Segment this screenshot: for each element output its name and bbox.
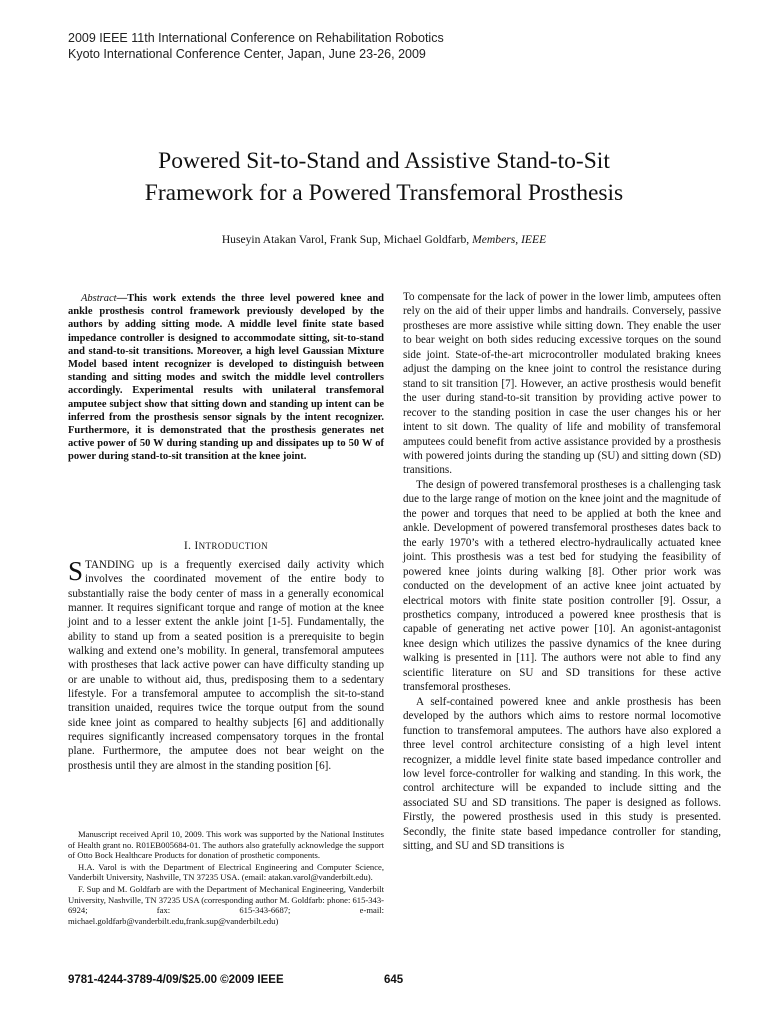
section-title-rest: NTRODUCTION: [198, 541, 269, 551]
conference-line-1: 2009 IEEE 11th International Conference on Rehabilitation Robotics: [68, 31, 444, 45]
author-names: Huseyin Atakan Varol, Frank Sup, Michael Goldfarb,: [221, 233, 470, 246]
conference-line-2: Kyoto International Conference Center, Japan, June 23-26, 2009: [68, 47, 426, 61]
section-heading-introduction: [68, 540, 384, 552]
footnote-varol: H.A. Varol is with the Department of Electrical Engineering and Computer Science, Vanderbilt University, Nashville, TN 37235 USA. (email: atakan.varol@vanderbilt.edu).: [68, 861, 384, 883]
title-line-2: Framework for a Powered Transfemoral Prosthesis: [144, 180, 624, 206]
abstract-text: —This work extends the three level powered knee and ankle prosthesis control framework previously developed by the authors by adding sitting mode. A middle level finite state based impedance controller is designed to accommodate sitting, sit-to-stand and stand-to-sit transitions. Moreover, a high level Gaussian Mixture Model based intent recognizer is developed to distinguish between standing and sitting modes and switch the middle level controllers accordingly. Experimental results with unilateral transfemoral amputee subject show that sitting down and standing up intent can be inferred from the prosthesis sensor signals by the intent recognizer. Furthermore, it is demonstrated that the prosthesis generates net active power of 50 W during standing up and dissipates up to 50 W of power during stand-to-sit transition at the knee joint.: [68, 293, 384, 463]
paper-title: [40, 145, 728, 209]
author-affiliation: Members, IEEE: [472, 233, 547, 246]
conference-header: [68, 30, 444, 62]
isbn-copyright: 9781-4244-3789-4/09/$25.00 ©2009 IEEE: [68, 974, 284, 986]
title-line-1: Powered Sit-to-Stand and Assistive Stand-to-Sit: [158, 148, 610, 174]
introduction-paragraph: [68, 558, 384, 773]
drop-cap: S: [68, 556, 84, 586]
abstract: [68, 292, 384, 464]
author-line: [40, 233, 728, 246]
section-title-first: I: [194, 540, 199, 552]
right-column: [403, 290, 721, 854]
abstract-label: Abstract: [81, 293, 117, 304]
introduction-text: TANDING up is a frequently exercised daily activity which involves the coordinated movement of the entire body to substantially raise the body center of mass in a generally economical manner. It requires significant torque and range of motion at the knee joint and to a lesser extent the ankle joint [1-5]. Fundamentally, the ability to stand up from a seated position is a prerequisite to begin walking and extend one’s mobility. In general, transfemoral amputees with prostheses that lack active power can have difficulty standing up or are unable to without aid, thus, predisposing them to a sedentary lifestyle. For a transfemoral amputee to accomplish the sit-to-stand transition unaided, requires twice the torque output from the sound side knee joint as compared to healthy subjects [6] and additionally requires significantly increased compensatory torques in the frontal plane. Furthermore, the amputee does not bear weight on the prosthesis until they are almost in the standing position [6].: [68, 559, 384, 772]
page-number: 645: [384, 974, 404, 986]
footnote-sup-goldfarb: F. Sup and M. Goldfarb are with the Department of Mechanical Engineering, Vanderbilt University, Nashville, TN 37235 USA (corresponding author M. Goldfarb: phone: 615-343-6924; fax: 615-343-6687; e-mail: michael.goldfarb@vanderbilt.edu,frank.sup@vanderbilt.edu): [68, 883, 385, 926]
footnotes: [68, 829, 384, 927]
footnote-manuscript: Manuscript received April 10, 2009. This work was supported by the National Institutes of Health grant no. R01EB005684-01. The authors also gratefully acknowledge the support of Otto Bock Healthcare Products for donation of prosthetic components.: [68, 829, 384, 861]
right-paragraph-1: To compensate for the lack of power in the lower limb, amputees often rely on the aid of their upper limbs and handrails. Conversely, passive prostheses are more assistive while sitting down. They enable the user to bear weight on both sides reducing excessive torques on the sound side joint. State-of-the-art microcontroller modulated braking knees adjust the damping on the knee joint to control the resistance during stand to sit transition [7]. However, an active prosthesis would benefit the user during stand-to-sit transition by providing active power to recover to the standing position in case the user changes his or her intent to sit down. The quality of life and mobility of transfemoral amputees could benefit from active assistance provided by a prosthesis with powered joints during the standing up (SU) and sitting down (SD) transitions.: [403, 291, 721, 477]
right-paragraph-2: The design of powered transfemoral prostheses is a challenging task due to the large range of motion on the knee joint and the magnitude of the power and torques that need to be applied at both the knee and ankle. Development of powered transfemoral prostheses dates back to the early 1970’s with a tethered electro-hydraulically actuated knee joint. This prosthesis was a test bed for studying the feasibility of powered knee joints during walking [8]. Other prior work was conducted on the development of an active knee joint actuated by electrical motors with finite state position controller [9]. Ossur, a prosthetics company, introduced a powered knee prosthesis that is capable of generating net active power [10]. An agonist-antagonist knee design which utilizes the passive dynamics of the knee during walking is presented in [11]. The authors were not able to find any scientific literature on SU and SD transitions for these active transfemoral prostheses.: [403, 478, 721, 694]
right-paragraph-3: A self-contained powered knee and ankle prosthesis has been developed by the authors which aims to restore normal locomotive function to transfemoral amputees. The authors have also explored a three level control architecture consisting of a high level intent recognizer, a middle level finite state based impedance controller and low level force-controller for walking and standing. In this work, the control architecture will be expanded to include sitting and the associated SU and SD transitions. The paper is designed as follows. Firstly, the powered prosthesis used in this study is presented. Secondly, the finite state based impedance controller for standing, sitting, and SU and SD transitions is: [403, 695, 721, 853]
section-numeral: I.: [183, 540, 192, 552]
